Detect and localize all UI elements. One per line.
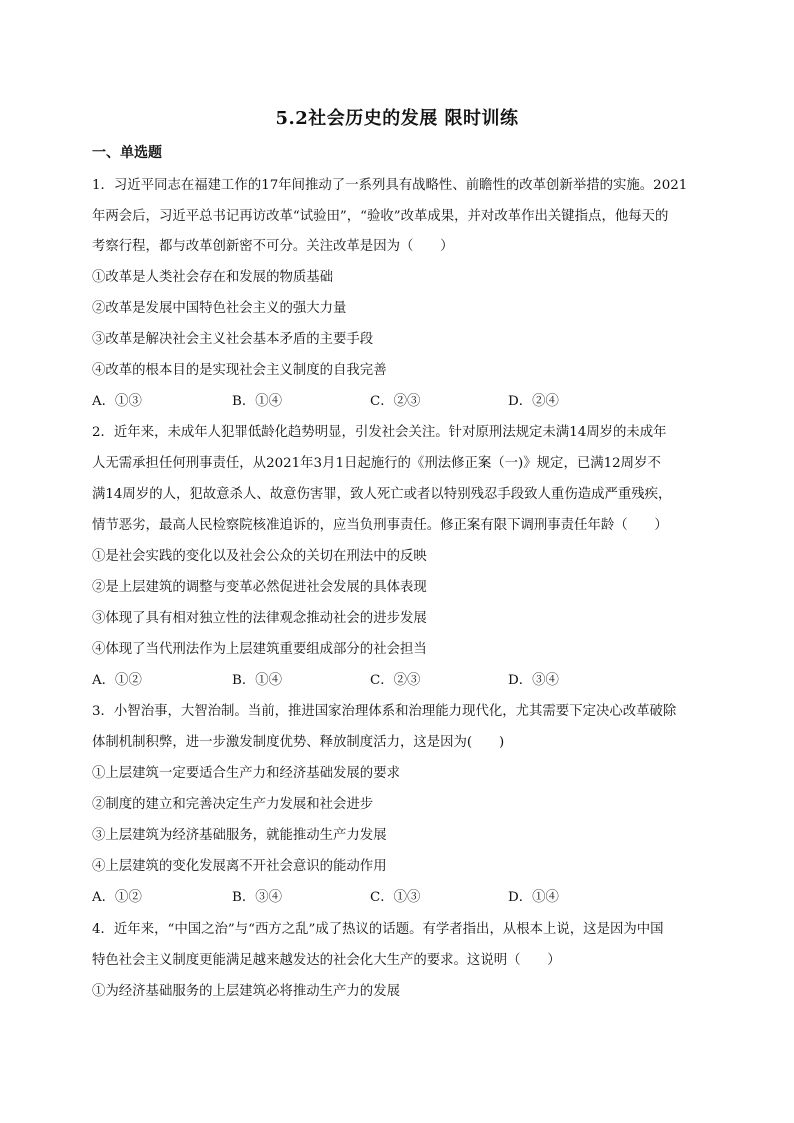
q1-statement-1: ①改革是人类社会存在和发展的物质基础 xyxy=(92,270,334,285)
q1-option-c: C．②③ xyxy=(370,394,421,409)
q2-option-d: D．③④ xyxy=(508,673,559,688)
q3-statement-3: ③上层建筑为经济基础服务，就能推动生产力发展 xyxy=(92,828,387,843)
q2-option-a: A．①② xyxy=(92,673,142,688)
q1-stem-line-3: 考察行程，都与改革创新密不可分。关注改革是因为（ ） xyxy=(92,239,454,254)
q3-statement-2: ②制度的建立和完善决定生产力发展和社会进步 xyxy=(92,797,374,812)
q1-stem-line-2: 年两会后，习近平总书记再访改革“试验田”，“验收”改革成果，并对改革作出关键指点，他每天的 xyxy=(92,209,669,224)
q2-option-b: B．①④ xyxy=(232,673,283,688)
q1-statement-4: ④改革的根本目的是实现社会主义制度的自我完善 xyxy=(92,363,387,378)
section-heading: 一、单选题 xyxy=(92,145,162,161)
q2-option-c: C．②③ xyxy=(370,673,421,688)
page-title: 5.2社会历史的发展 限时训练 xyxy=(275,108,519,129)
q3-option-b: B．③④ xyxy=(232,890,283,905)
q2-stem-line-4: 情节恶劣，最高人民检察院核准追诉的，应当负刑事责任。修正案有限下调刑事责任年龄（ ） xyxy=(92,518,668,533)
q4-statement-1: ①为经济基础服务的上层建筑必将推动生产力的发展 xyxy=(92,984,400,999)
q1-option-d: D．②④ xyxy=(508,394,559,409)
q2-statement-2: ②是上层建筑的调整与变革必然促进社会发展的具体表现 xyxy=(92,580,427,595)
q3-option-d: D．①④ xyxy=(508,890,559,905)
q2-statement-3: ③体现了具有相对独立性的法律观念推动社会的进步发展 xyxy=(92,611,427,626)
q2-statement-1: ①是社会实践的变化以及社会公众的关切在刑法中的反映 xyxy=(92,549,427,564)
q3-stem-line-1: 3．小智治事，大智治制。当前，推进国家治理体系和治理能力现代化，尤其需要下定决心改革破除 xyxy=(92,704,677,719)
q1-option-a: A．①③ xyxy=(92,394,142,409)
q2-stem-line-2: 人无需承担任何刑事责任，从2021年3月1日起施行的《刑法修正案（一)》规定，已满12周岁不 xyxy=(92,456,661,471)
q3-statement-1: ①上层建筑一定要适合生产力和经济基础发展的要求 xyxy=(92,766,400,781)
q1-statement-3: ③改革是解决社会主义社会基本矛盾的主要手段 xyxy=(92,332,374,347)
q3-option-a: A．①② xyxy=(92,890,142,905)
q2-stem-line-3: 满14周岁的人，犯故意杀人、故意伤害罪，致人死亡或者以特别残忍手段致人重伤造成严重残疾， xyxy=(92,487,672,502)
q1-stem-line-1: 1．习近平同志在福建工作的17年间推动了一系列具有战略性、前瞻性的改革创新举措的实施。2021 xyxy=(92,178,688,193)
q3-option-c: C．①③ xyxy=(370,890,421,905)
q2-stem-line-1: 2．近年来，未成年人犯罪低龄化趋势明显，引发社会关注。针对原刑法规定未满14周岁的未成年 xyxy=(92,425,667,440)
q1-option-b: B．①④ xyxy=(232,394,283,409)
q3-statement-4: ④上层建筑的变化发展离不开社会意识的能动作用 xyxy=(92,859,387,874)
q3-stem-line-2: 体制机制积弊，进一步激发制度优势、释放制度活力，这是因为( ) xyxy=(92,735,505,750)
q1-statement-2: ②改革是发展中国特色社会主义的强大力量 xyxy=(92,301,347,316)
q4-stem-line-1: 4．近年来，“中国之治”与“西方之乱”成了热议的话题。有学者指出，从根本上说，这是因为中国 xyxy=(92,922,664,937)
q4-stem-line-2: 特色社会主义制度更能满足越来越发达的社会化大生产的要求。这说明（ ） xyxy=(92,953,561,968)
q2-statement-4: ④体现了当代刑法作为上层建筑重要组成部分的社会担当 xyxy=(92,642,427,657)
